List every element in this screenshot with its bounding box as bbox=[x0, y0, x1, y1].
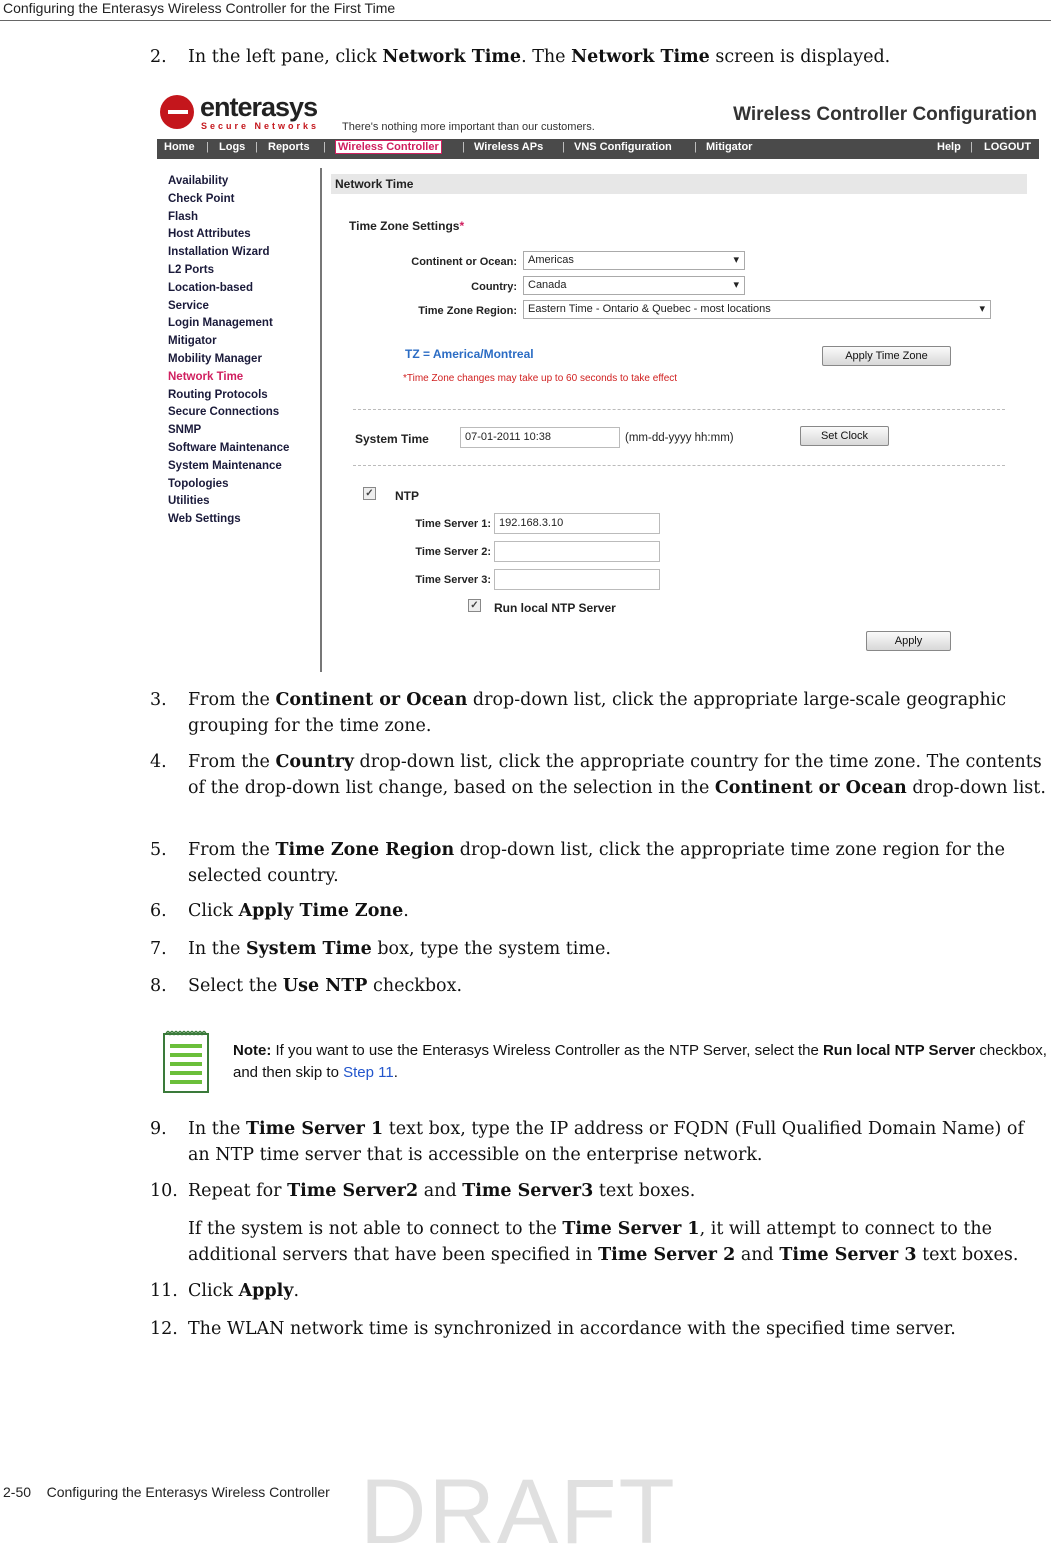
text: In the bbox=[188, 939, 246, 959]
text: If the system is not able to connect to the bbox=[188, 1219, 563, 1239]
text: drop-down list, click the appropriate large-scale geographic grouping for the time zone. bbox=[188, 690, 1007, 736]
text: Select the bbox=[188, 976, 283, 996]
run-local-ntp-checkbox[interactable]: ✓ bbox=[468, 599, 481, 612]
nav-separator: | bbox=[562, 141, 565, 153]
tz-section-label: Time Zone Settings bbox=[349, 219, 460, 233]
text: drop-down list. bbox=[906, 778, 1046, 798]
left-nav-item[interactable]: Utilities bbox=[168, 495, 210, 508]
bold-term: Time Server 2 bbox=[598, 1245, 736, 1265]
time-server-1-label: Time Server 1: bbox=[415, 518, 491, 530]
text: text boxes. bbox=[593, 1181, 696, 1201]
step-text bbox=[188, 1216, 1048, 1268]
page-footer bbox=[3, 1484, 330, 1500]
divider bbox=[353, 409, 1005, 410]
text: From the bbox=[188, 840, 276, 860]
text: and bbox=[735, 1245, 780, 1265]
step-text bbox=[188, 898, 1048, 924]
app-title: Wireless Controller Configuration bbox=[733, 104, 1037, 125]
left-nav-item-network-time[interactable]: Network Time bbox=[168, 370, 244, 383]
text: and bbox=[418, 1181, 463, 1201]
nav-separator: | bbox=[255, 141, 258, 153]
nav-separator: | bbox=[206, 141, 209, 153]
bold-term: Time Server2 bbox=[287, 1181, 419, 1201]
text: Repeat for bbox=[188, 1181, 288, 1201]
step-text bbox=[188, 973, 1048, 999]
ntp-checkbox[interactable]: ✓ bbox=[363, 487, 376, 500]
step-number: 6. bbox=[150, 901, 167, 921]
text: . The bbox=[521, 47, 572, 67]
continent-label: Continent or Ocean: bbox=[411, 256, 517, 268]
time-server-2-input[interactable] bbox=[494, 541, 660, 562]
system-time-hint: (mm-dd-yyyy hh:mm) bbox=[625, 432, 734, 444]
step-number: 5. bbox=[150, 840, 167, 860]
left-nav-item[interactable]: Software Maintenance bbox=[168, 441, 290, 454]
bold-term: Time Server 3 bbox=[779, 1245, 917, 1265]
left-nav-item[interactable]: Host Attributes bbox=[168, 228, 251, 241]
content-title: Network Time bbox=[331, 174, 1027, 194]
text: If you want to use the Enterasys Wireless Controller as the NTP Server, select the bbox=[271, 1042, 823, 1059]
nav-separator: | bbox=[694, 141, 697, 153]
text: checkbox. bbox=[367, 976, 463, 996]
nav-vns-configuration[interactable]: VNS Configuration bbox=[574, 141, 672, 153]
bold-term: Apply Time Zone bbox=[238, 901, 404, 921]
text: From the bbox=[188, 752, 276, 772]
region-label: Time Zone Region: bbox=[418, 305, 517, 317]
nav-separator: | bbox=[462, 141, 465, 153]
set-clock-button[interactable]: Set Clock bbox=[800, 426, 889, 446]
text: text boxes. bbox=[916, 1245, 1019, 1265]
nav-mitigator[interactable]: Mitigator bbox=[706, 141, 753, 153]
step-number: 2. bbox=[150, 47, 167, 67]
system-time-input[interactable]: 07-01-2011 10:38 bbox=[460, 427, 620, 448]
continent-select[interactable]: Americas ▾ bbox=[523, 251, 745, 270]
time-server-3-input[interactable] bbox=[494, 569, 660, 590]
time-server-2-label: Time Server 2: bbox=[415, 546, 491, 558]
text: screen is displayed. bbox=[709, 47, 891, 67]
left-nav-item[interactable]: Check Point bbox=[168, 192, 235, 205]
step-number: 7. bbox=[150, 939, 167, 959]
step-text bbox=[188, 837, 1048, 889]
left-nav-item[interactable]: Web Settings bbox=[168, 513, 241, 526]
text: Click bbox=[188, 901, 239, 921]
page-number: 2-50 bbox=[3, 1484, 32, 1500]
left-nav-item[interactable]: SNMP bbox=[168, 424, 202, 437]
apply-button[interactable]: Apply bbox=[866, 631, 951, 651]
bold-term: Use NTP bbox=[282, 976, 368, 996]
time-server-1-input[interactable]: 192.168.3.10 bbox=[494, 513, 660, 534]
system-time-label: System Time bbox=[355, 432, 429, 446]
text: . bbox=[293, 1281, 300, 1301]
left-nav-item[interactable]: Installation Wizard bbox=[168, 246, 270, 259]
step-text bbox=[188, 1278, 1048, 1304]
text: text box, type the IP address or FQDN (Full Qualified Domain Name) of an NTP time server that is accessible on the enterprise network. bbox=[188, 1119, 1024, 1165]
divider bbox=[353, 465, 1005, 466]
step-text bbox=[188, 1116, 1048, 1168]
bold-term: Time Zone Region bbox=[275, 840, 455, 860]
required-mark: * bbox=[459, 219, 465, 233]
bold-term: Network Time bbox=[571, 47, 710, 67]
bold-term: Apply bbox=[238, 1281, 294, 1301]
nav-wireless-controller[interactable]: Wireless Controller bbox=[335, 140, 442, 154]
country-select[interactable]: Canada ▾ bbox=[523, 276, 745, 295]
note-icon bbox=[160, 1028, 210, 1094]
nav-wireless-aps[interactable]: Wireless APs bbox=[474, 141, 544, 153]
tz-note: *Time Zone changes may take up to 60 seconds to take effect bbox=[403, 373, 678, 384]
run-local-ntp-label: Run local NTP Server bbox=[494, 601, 616, 615]
text: drop-down list, click the appropriate time zone region for the selected country. bbox=[188, 840, 1005, 886]
step-text bbox=[188, 687, 1048, 739]
text: drop-down list, click the appropriate country for the time zone. The contents of the drop-down list change, based on the selection in the bbox=[188, 752, 1042, 798]
left-nav-item[interactable]: Routing Protocols bbox=[168, 388, 268, 401]
left-nav-item[interactable]: Secure Connections bbox=[168, 406, 280, 419]
left-nav-item[interactable]: Mobility Manager bbox=[168, 352, 262, 365]
left-nav-item[interactable]: Flash bbox=[168, 210, 199, 223]
step-number: 9. bbox=[150, 1119, 167, 1139]
note-label: Note: bbox=[233, 1042, 272, 1059]
step-text bbox=[188, 44, 1048, 70]
step-text bbox=[188, 749, 1048, 801]
enterasys-logo-icon bbox=[160, 95, 194, 129]
step-number: 10. bbox=[150, 1181, 178, 1201]
tz-section-title bbox=[349, 219, 464, 233]
step-text: The WLAN network time is synchronized in accordance with the specified time server. bbox=[188, 1319, 956, 1339]
step-number: 11. bbox=[150, 1281, 178, 1301]
step-text bbox=[188, 1178, 1048, 1204]
nav-logs[interactable]: Logs bbox=[219, 141, 246, 153]
left-nav bbox=[168, 173, 318, 529]
text: box, type the system time. bbox=[371, 939, 611, 959]
text: , it will attempt to connect to the additional servers that have been specified in bbox=[188, 1219, 993, 1265]
country-label: Country: bbox=[471, 281, 517, 293]
bold-term: Time Server 1 bbox=[562, 1219, 700, 1239]
bold-term: Continent or Ocean bbox=[275, 690, 468, 710]
nav-separator: | bbox=[323, 141, 326, 153]
nav-logout[interactable]: LOGOUT bbox=[984, 141, 1032, 153]
bold-term: Time Server 1 bbox=[245, 1119, 384, 1139]
step-number: 8. bbox=[150, 976, 167, 996]
nav-separator: | bbox=[970, 141, 973, 153]
text: checkbox, and then skip to bbox=[233, 1042, 1047, 1081]
footer-title: Configuring the Enterasys Wireless Controller bbox=[46, 1484, 330, 1500]
tz-value: TZ = America/Montreal bbox=[405, 347, 534, 361]
vertical-divider bbox=[320, 168, 322, 672]
text: Click bbox=[188, 1281, 239, 1301]
nav-help[interactable]: Help bbox=[937, 141, 961, 153]
draft-watermark: DRAFT bbox=[360, 1461, 677, 1555]
left-nav-item[interactable]: Location-based bbox=[168, 281, 253, 294]
apply-time-zone-button[interactable]: Apply Time Zone bbox=[822, 346, 951, 366]
left-nav-item[interactable]: Availability bbox=[168, 175, 229, 187]
text: . bbox=[403, 901, 409, 921]
top-navbar bbox=[157, 139, 1039, 159]
note-text bbox=[233, 1040, 1051, 1084]
bold-term: Run local NTP Server bbox=[822, 1042, 976, 1059]
nav-home[interactable]: Home bbox=[164, 141, 195, 153]
network-time-screenshot bbox=[155, 90, 1040, 672]
logo-subtitle: Secure Networks bbox=[201, 121, 320, 131]
time-server-3-label: Time Server 3: bbox=[415, 574, 491, 586]
step-text bbox=[188, 936, 1048, 962]
logo-text: enterasys bbox=[200, 92, 318, 122]
header-rule bbox=[0, 20, 1051, 21]
text: In the bbox=[188, 1119, 246, 1139]
nav-reports[interactable]: Reports bbox=[268, 141, 310, 153]
step-11-link[interactable]: Step 11 bbox=[343, 1064, 394, 1081]
text: From the bbox=[188, 690, 276, 710]
bold-term: Time Server3 bbox=[462, 1181, 594, 1201]
left-nav-item[interactable]: Service bbox=[168, 299, 209, 312]
left-nav-item[interactable]: L2 Ports bbox=[168, 263, 215, 276]
region-select[interactable]: Eastern Time - Ontario & Quebec - most locations ▾ bbox=[523, 300, 991, 319]
bold-term: Country bbox=[275, 752, 354, 772]
bold-term: System Time bbox=[245, 939, 372, 959]
left-nav-item[interactable]: Topologies bbox=[168, 477, 229, 490]
bold-term: Continent or Ocean bbox=[714, 778, 907, 798]
bold-term: Network Time bbox=[382, 47, 522, 67]
running-header: Configuring the Enterasys Wireless Controller for the First Time bbox=[3, 0, 396, 16]
step-number: 4. bbox=[150, 752, 167, 772]
step-number: 12. bbox=[150, 1319, 178, 1339]
left-nav-item[interactable]: Mitigator bbox=[168, 335, 217, 348]
left-nav-item[interactable]: Login Management bbox=[168, 317, 273, 330]
text: In the left pane, click bbox=[188, 47, 383, 67]
text: . bbox=[393, 1064, 398, 1081]
left-nav-item[interactable]: System Maintenance bbox=[168, 459, 282, 472]
tagline: There's nothing more important than our customers. bbox=[342, 121, 595, 133]
ntp-label: NTP bbox=[395, 489, 419, 503]
step-number: 3. bbox=[150, 690, 167, 710]
